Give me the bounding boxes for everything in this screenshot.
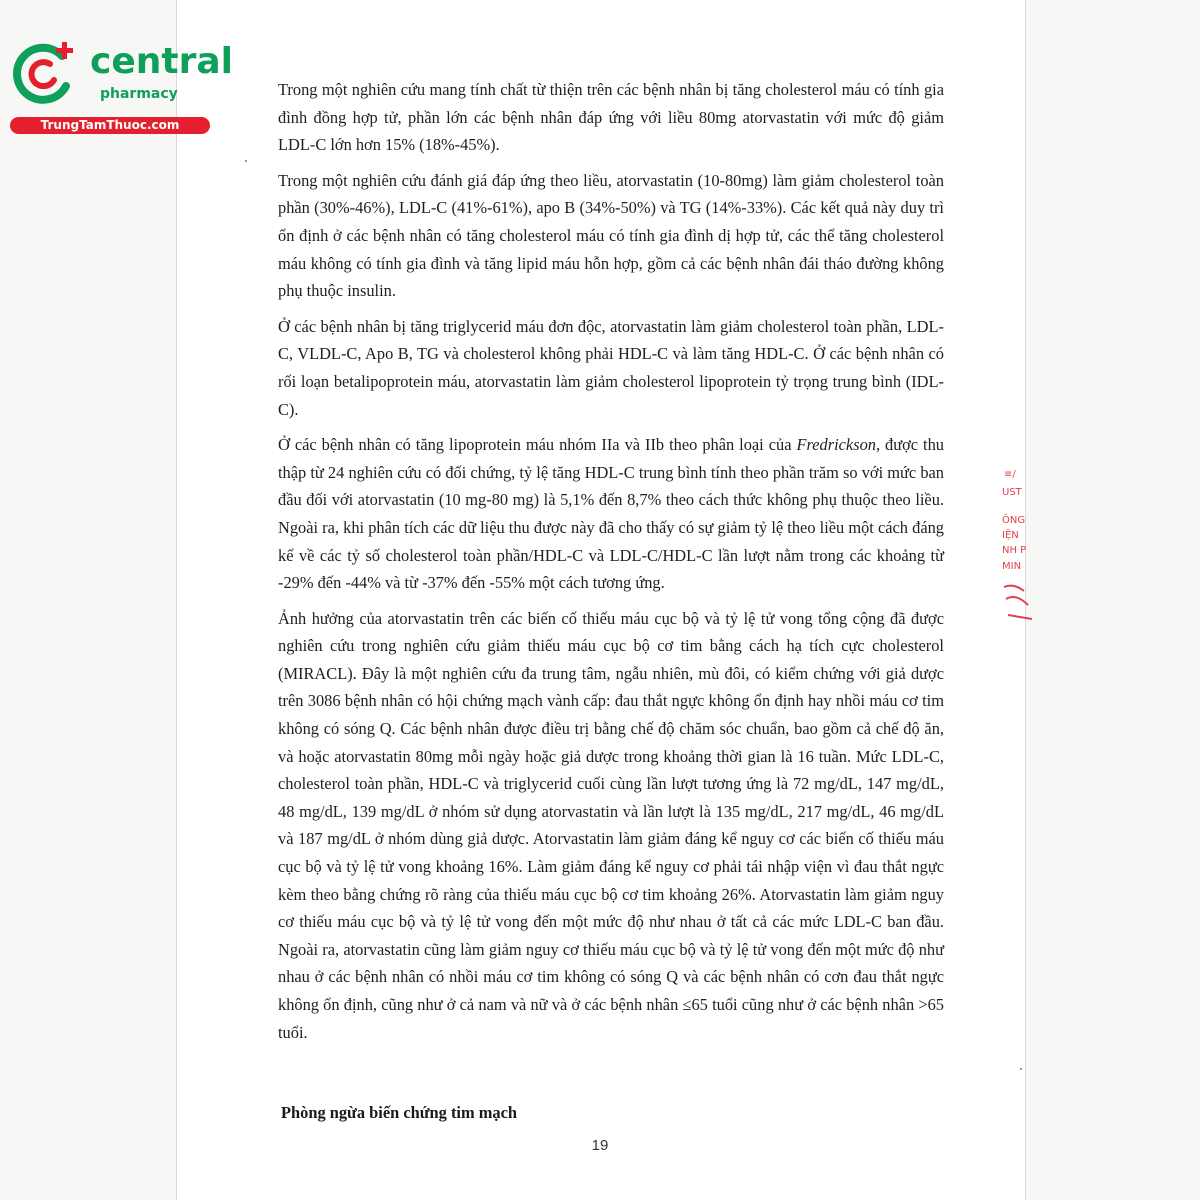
paragraph-1: Trong một nghiên cứu mang tính chất từ thiện trên các bệnh nhân bị tăng cholesterol máu có tính gia đình đồng hợp tử, phần lớn các bệnh nhân đáp ứng với liều 80mg atorvastatin với mức độ giảm LDL-C lớn hơn 15% (18%-45%). (278, 80, 944, 155)
central-pharmacy-logo[interactable] (10, 38, 233, 138)
brand-subtitle: pharmacy (100, 86, 178, 102)
paragraph-5: Ảnh hưởng của atorvastatin trên các biến cố thiếu máu cục bộ và tỷ lệ tử vong tổng cộng đã được nghiên cứu trong nghiên cứu giảm thiếu máu cục bộ cơ tim bằng cách hạ tích cực cholesterol (MIRACL). Đây là một nghiên cứu đa trung tâm, ngẫu nhiên, mù đôi, có kiểm chứng với giả dược trên 3086 bệnh nhân có hội chứng mạch vành cấp: đau thắt ngực không ổn định hay nhồi máu cơ tim không có sóng Q. Các bệnh nhân được điều trị bằng chế độ chăm sóc chuẩn, bao gồm cả chế độ ăn, và hoặc atorvastatin 80mg mỗi ngày hoặc giả dược trong khoảng thời gian là 16 tuần. Mức LDL-C, cholesterol toàn phần, HDL-C và triglycerid cuối cùng lần lượt tương ứng là 72 mg/dL, 147 mg/dL, 48 mg/dL, 139 mg/dL ở nhóm sử dụng atorvastatin và lần lượt là 135 mg/dL, 217 mg/dL, 46 mg/dL và 187 mg/dL ở nhóm dùng giả dược. Atorvastatin làm giảm đáng kể nguy cơ các biến cố thiếu máu cục bộ và tỷ lệ tử vong khoảng 16%. Làm giảm đáng kể nguy cơ phải tái nhập viện vì đau thắt ngực kèm theo bằng chứng rõ ràng của thiếu máu cục bộ cơ tim khoảng 26%. Atorvastatin làm giảm nguy cơ thiếu máu cục bộ và tỷ lệ tử vong đến một mức độ như nhau ở tất cả các mức LDL-C ban đầu. Ngoài ra, atorvastatin cũng làm giảm nguy cơ thiếu máu cục bộ và tỷ lệ tử vong đến một mức độ như nhau ở các bệnh nhân có nhồi máu cơ tim không có sóng Q và các bệnh nhân có cơn đau thắt ngực không ổn định, cũng như ở cả nam và nữ và ở các bệnh nhân ≤65 tuổi cũng như ở các bệnh nhân >65 tuổi. (278, 608, 944, 1042)
paragraph-2: Trong một nghiên cứu đánh giá đáp ứng theo liều, atorvastatin (10-80mg) làm giảm cholesterol toàn phần (30%-46%), LDL-C (41%-61%), apo B (34%-50%) và TG (14%-33%). Các kết quả này duy trì ổn định ở các bệnh nhân có tăng cholesterol máu có tính gia đình dị hợp tử, các thể tăng cholesterol máu không có tính gia đình và tăng lipid máu hỗn hợp, gồm cả các bệnh nhân đái tháo đường không phụ thuộc insulin. (278, 170, 944, 301)
paragraph-4-text-end: , được thu thập từ 24 nghiên cứu có đối chứng, tỷ lệ tăng HDL-C trung bình tính theo phần trăm so với mức ban đầu đối với atorvastatin (10 mg-80 mg) là 5,1% đến 8,7% theo cách thức không phụ thuộc theo liều. Ngoài ra, khi phân tích các dữ liệu thu được này đã cho thấy có sự giảm tỷ lệ theo liều một cách đáng kể về các tỷ số cholesterol toàn phần/HDL-C và LDL-C/HDL-C lần lượt nằm trong các khoảng từ -29% đến -44% và từ -37% đến -55% một cách tương ứng. (278, 435, 944, 593)
svg-text:≡/: ≡/ (1004, 469, 1016, 480)
stamp-line-4: NH P (1002, 545, 1027, 556)
red-stamp-fragment (998, 465, 1038, 625)
paragraph-4-text-start: Ở các bệnh nhân có tăng lipoprotein máu nhóm IIa và IIb theo phân loại của (278, 435, 797, 455)
stamp-line-3: IỆN (1002, 530, 1019, 541)
scan-speck (1020, 1068, 1022, 1070)
page-number: 19 (591, 1137, 609, 1154)
stamp-line-5: MIN (1002, 561, 1022, 572)
stamp-line-2: ÔNG (1002, 515, 1026, 526)
pharmacy-cross-logo-icon (10, 38, 80, 108)
scan-speck (245, 160, 247, 162)
fredrickson-term: Fredrickson (796, 435, 876, 455)
section-heading: Phòng ngừa biến chứng tim mạch (281, 1103, 517, 1122)
paragraph-3: Ở các bệnh nhân bị tăng triglycerid máu đơn độc, atorvastatin làm giảm cholesterol toàn phần, LDL-C, VLDL-C, Apo B, TG và cholesterol không phải HDL-C và làm tăng HDL-C. Ở các bệnh nhân có rối loạn betalipoprotein máu, atorvastatin làm giảm cholesterol lipoprotein tỷ trọng trung bình (IDL-C). (278, 316, 944, 419)
brand-name: central (90, 41, 233, 82)
page-body (278, 76, 944, 1054)
paragraph-4 (278, 431, 944, 597)
stamp-line-1: UST (1002, 487, 1022, 498)
brand-website[interactable]: TrungTamThuoc.com (10, 117, 210, 134)
